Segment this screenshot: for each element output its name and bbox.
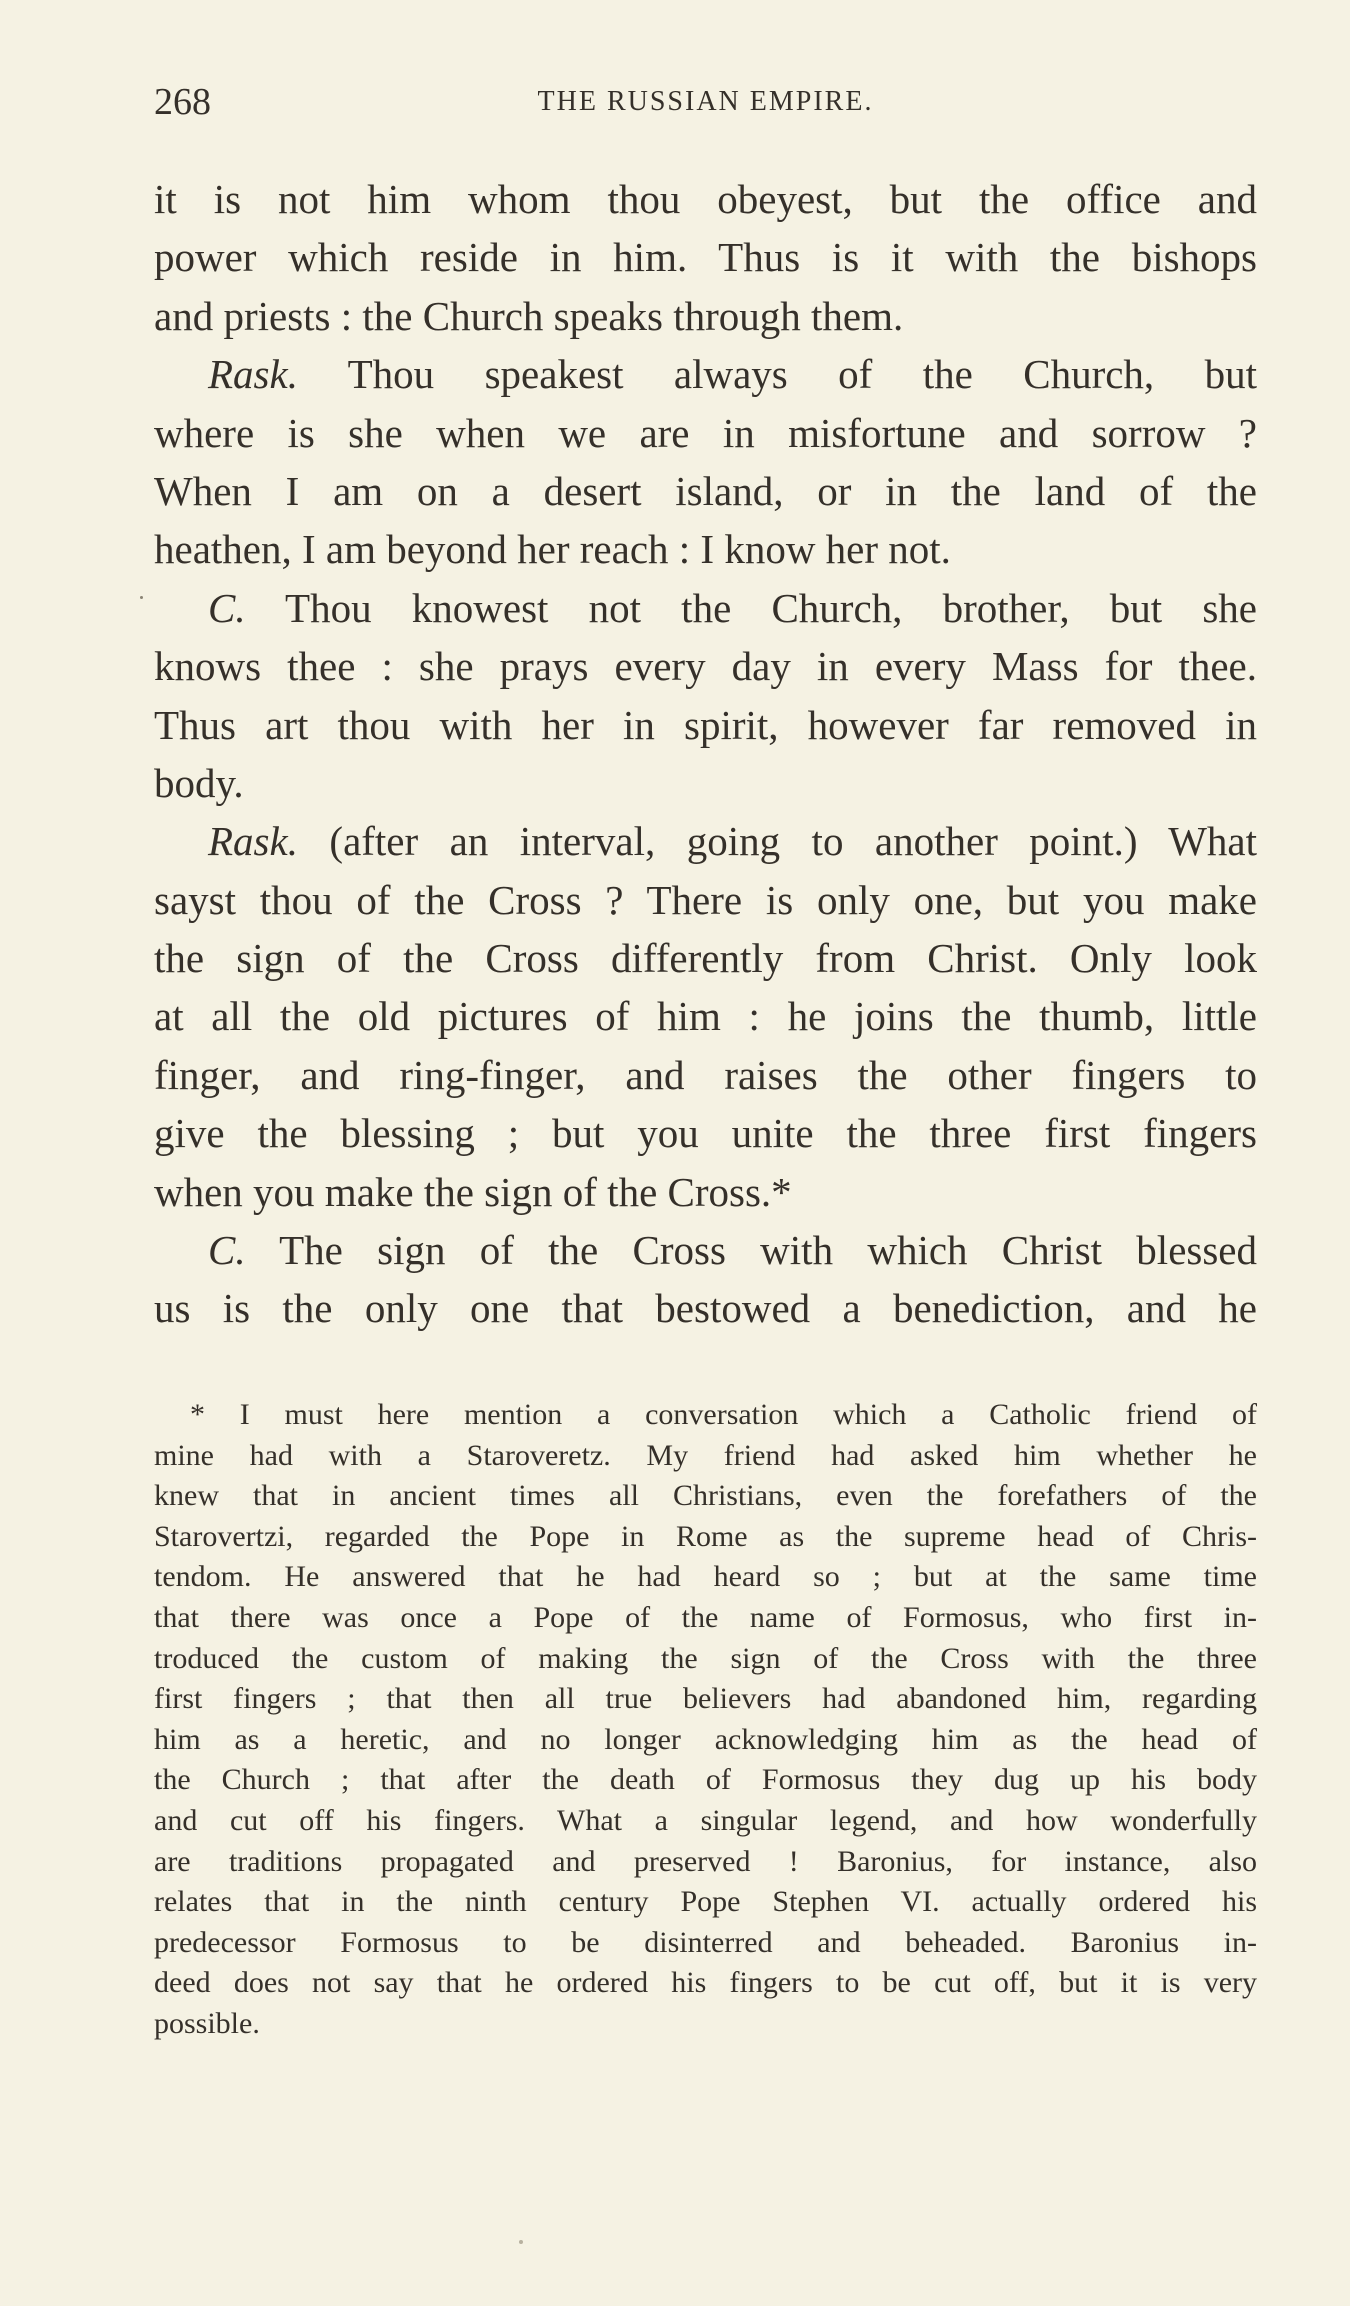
- footnote-line: possible.: [154, 2006, 260, 2040]
- footnote-line: mine had with a Staroveretz. My friend had asked him whether he: [154, 1438, 1257, 1472]
- footnote-line: Starovertzi, regarded the Pope in Rome as the supreme head of Chris-: [154, 1519, 1257, 1553]
- body-line: give the blessing ; but you unite the three first fingers: [154, 1110, 1257, 1157]
- footnote-line: knew that in ancient times all Christians, even the forefathers of the: [154, 1479, 1257, 1513]
- body-line: When I am on a desert island, or in the land of the: [154, 467, 1257, 514]
- body-line: [154, 579, 1257, 637]
- body-text: [154, 170, 1257, 1338]
- scan-speck: [140, 596, 143, 599]
- scan-speck: [519, 2240, 523, 2244]
- footnote-line: are traditions propagated and preserved ! Baronius, for instance, also: [154, 1844, 1257, 1878]
- footnote: [154, 1395, 1257, 2045]
- body-line: finger, and ring-finger, and raises the other fingers to: [154, 1051, 1257, 1098]
- footnote-line: predecessor Formosus to be disinterred and beheaded. Baronius in-: [154, 1925, 1257, 1959]
- footnote-line: tendom. He answered that he had heard so ; but at the same time: [154, 1560, 1257, 1594]
- body-line: where is she when we are in misfortune and sorrow ?: [154, 409, 1257, 456]
- body-line: when you make the sign of the Cross.*: [154, 1168, 792, 1215]
- body-line: [154, 1221, 1257, 1279]
- body-line: body.: [154, 759, 244, 806]
- footnote-line: him as a heretic, and no longer acknowledging him as the head of: [154, 1722, 1257, 1756]
- footnote-line: relates that in the ninth century Pope Stephen VI. actually ordered his: [154, 1885, 1257, 1919]
- body-line: it is not him whom thou obeyest, but the office and: [154, 176, 1257, 222]
- page-header: [154, 80, 1257, 130]
- page-number: 268: [154, 81, 211, 123]
- footnote-line: that there was once a Pope of the name of Formosus, who first in-: [154, 1600, 1257, 1634]
- body-line: power which reside in him. Thus is it with the bishops: [154, 234, 1257, 281]
- body-line: heathen, I am beyond her reach : I know her not.: [154, 526, 951, 573]
- line-text: (after an interval, going to another point.) What: [297, 818, 1257, 865]
- speaker-label: C.: [208, 584, 246, 631]
- footnote-line: deed does not say that he ordered his fingers to be cut off, but it is very: [154, 1966, 1257, 2000]
- footnote-line: and cut off his fingers. What a singular legend, and how wonderfully: [154, 1803, 1257, 1837]
- footnote-line: * I must here mention a conversation which a Catholic friend of: [190, 1398, 1257, 1431]
- body-line: us is the only one that bestowed a benediction, and he: [154, 1285, 1257, 1332]
- body-line: the sign of the Cross differently from Christ. Only look: [154, 935, 1257, 982]
- body-line: [154, 345, 1257, 403]
- speaker-label: Rask.: [208, 351, 298, 398]
- body-line: knows thee : she prays every day in every Mass for thee.: [154, 643, 1257, 690]
- line-text: Thou knowest not the Church, brother, but she: [245, 584, 1257, 631]
- running-head: THE RUSSIAN EMPIRE.: [537, 86, 874, 117]
- body-line: Thus art thou with her in spirit, however far removed in: [154, 701, 1257, 748]
- body-line: [154, 812, 1257, 870]
- body-line: at all the old pictures of him : he joins the thumb, little: [154, 993, 1257, 1040]
- footnote-line: first fingers ; that then all true believers had abandoned him, regarding: [154, 1682, 1257, 1716]
- body-line: and priests : the Church speaks through them.: [154, 292, 904, 339]
- line-text: The sign of the Cross with which Christ blessed: [245, 1227, 1257, 1274]
- body-line: sayst thou of the Cross ? There is only one, but you make: [154, 876, 1257, 923]
- speaker-label: C.: [208, 1227, 246, 1274]
- footnote-line: the Church ; that after the death of Formosus they dug up his body: [154, 1763, 1257, 1797]
- footnote-line: troduced the custom of making the sign of the Cross with the three: [154, 1641, 1257, 1675]
- speaker-label: Rask.: [208, 818, 298, 865]
- line-text: Thou speakest always of the Church, but: [297, 351, 1257, 398]
